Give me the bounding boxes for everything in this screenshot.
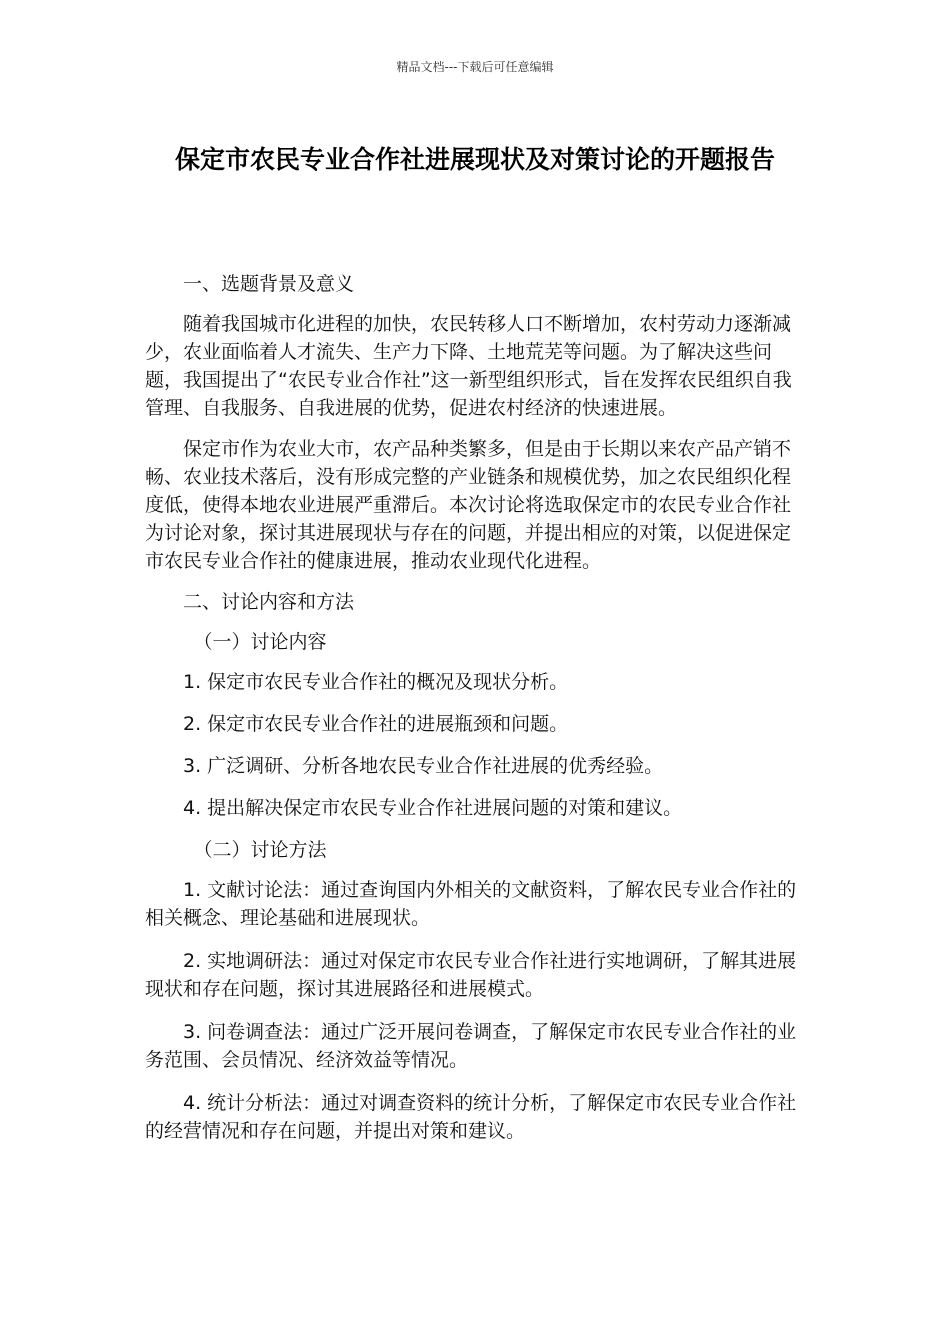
- method-item-1: 1. 文献讨论法：通过查询国内外相关的文献资料，了解农民专业合作社的相关概念、理论基础和进展现状。: [145, 879, 797, 929]
- section-heading-content-method: 二、讨论内容和方法: [183, 591, 355, 613]
- content-item-2: 2. 保定市农民专业合作社的进展瓶颈和问题。: [183, 713, 569, 735]
- method-item-4: 4. 统计分析法：通过对调查资料的统计分析，了解保定市农民专业合作社的经营情况和存在问题，并提出对策和建议。: [145, 1092, 797, 1142]
- subsection-heading-method: （二）讨论方法: [193, 839, 327, 861]
- document-title: 保定市农民专业合作社进展现状及对策讨论的开题报告: [174, 145, 775, 174]
- content-item-4: 4. 提出解决保定市农民专业合作社进展问题的对策和建议。: [183, 797, 683, 819]
- subsection-heading-content: （一）讨论内容: [193, 631, 327, 653]
- method-item-3: 3. 问卷调查法：通过广泛开展问卷调查，了解保定市农民专业合作社的业务范围、会员情况、经济效益等情况。: [145, 1021, 797, 1071]
- content-item-1: 1. 保定市农民专业合作社的概况及现状分析。: [183, 671, 569, 693]
- document-body: [145, 270, 800, 1160]
- paragraph-background-1: 随着我国城市化进程的加快，农民转移人口不断增加，农村劳动力逐渐减少，农业面临着人才流失、生产力下降、土地荒芜等问题。为了解决这些问题，我国提出了“农民专业合作社”这一新型组织形式，旨在发挥农民组织自我管理、自我服务、自我进展的优势，促进农村经济的快速进展。: [145, 313, 792, 419]
- paragraph-background-2: 保定市作为农业大市，农产品种类繁多，但是由于长期以来农产品产销不畅、农业技术落后，没有形成完整的产业链条和规模优势，加之农民组织化程度低，使得本地农业进展严重滞后。本次讨论将选取保定市的农民专业合作社为讨论对象，探讨其进展现状与存在的问题，并提出相应的对策，以促进保定市农民专业合作社的健康进展，推动农业现代化进程。: [145, 438, 792, 572]
- page-header: 精品文档---下载后可任意编辑: [396, 60, 554, 74]
- content-item-3: 3. 广泛调研、分析各地农民专业合作社进展的优秀经验。: [183, 755, 664, 777]
- method-item-2: 2. 实地调研法：通过对保定市农民专业合作社进行实地调研，了解其进展现状和存在问题，探讨其进展路径和进展模式。: [145, 950, 797, 1000]
- section-heading-background: 一、选题背景及意义: [183, 273, 355, 295]
